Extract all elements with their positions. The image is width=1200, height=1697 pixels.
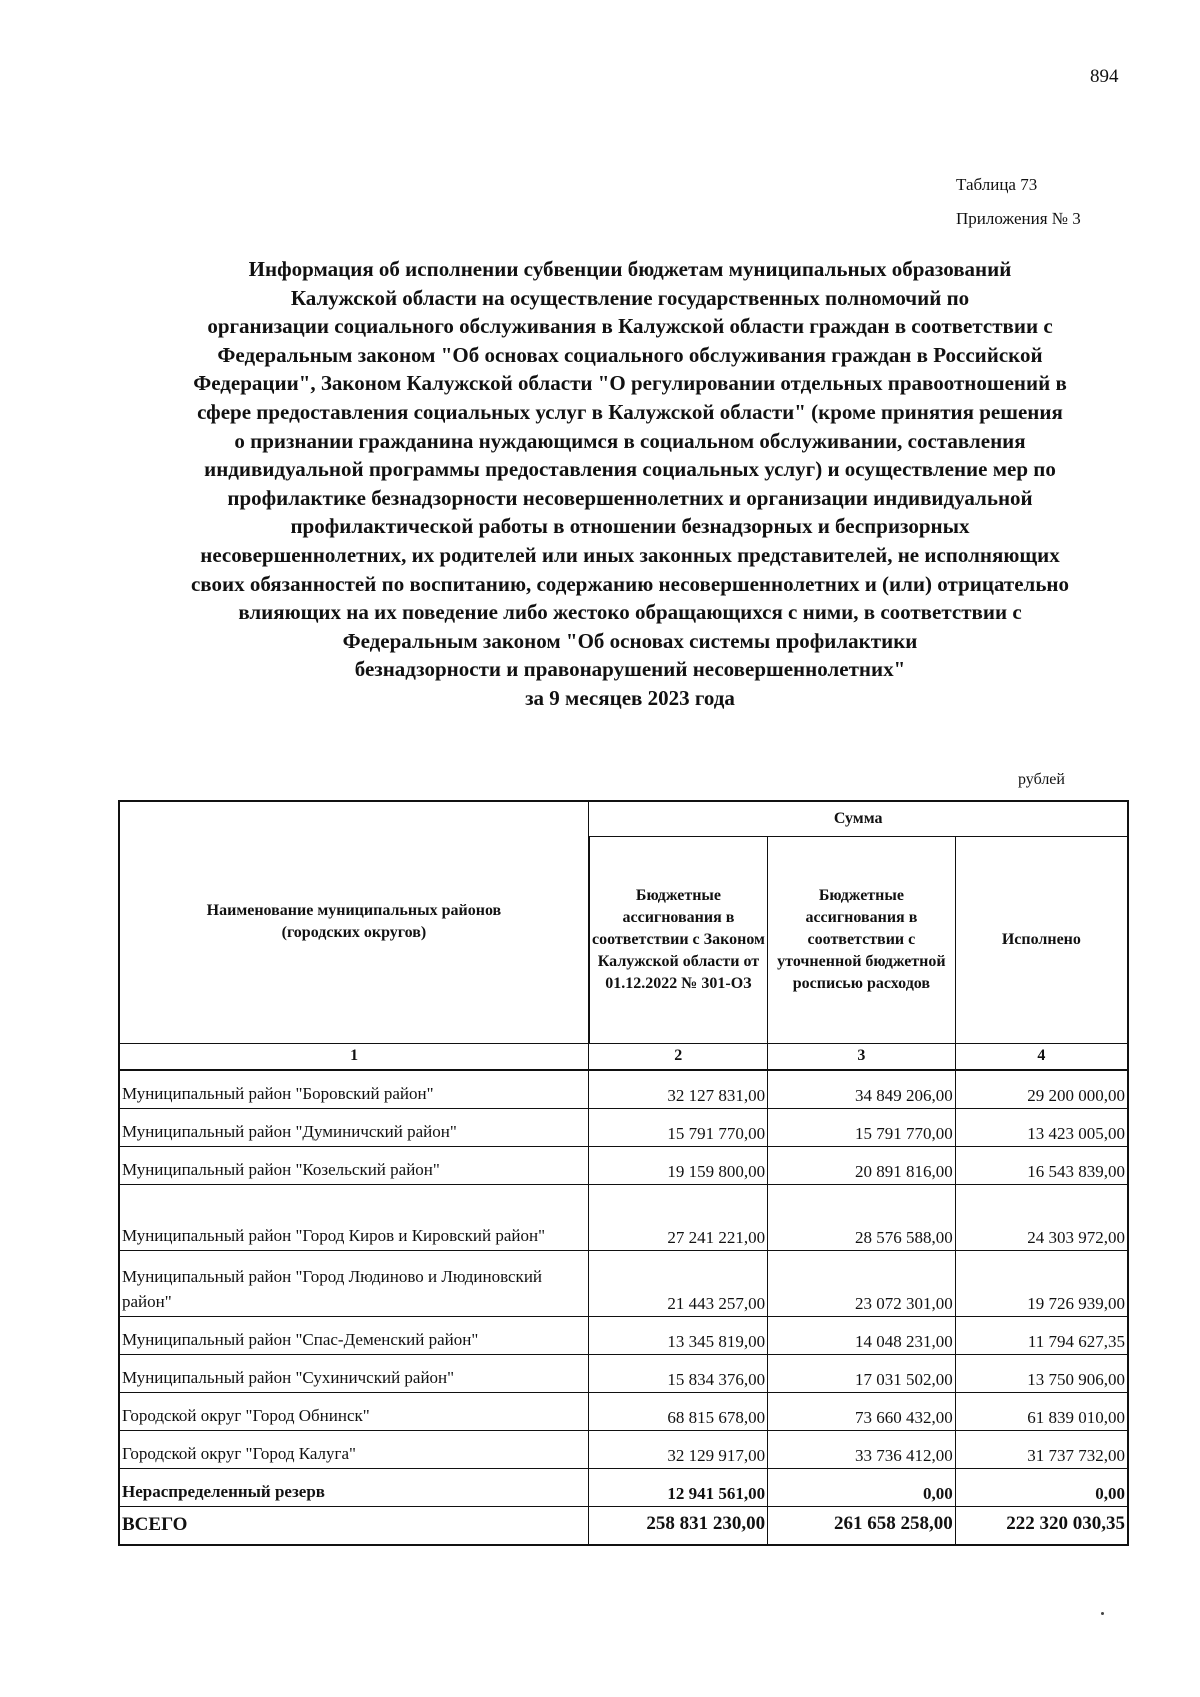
row-name: Городской округ "Город Обнинск" <box>119 1392 589 1430</box>
column-number: 1 <box>119 1043 589 1070</box>
header-sum: Сумма <box>589 801 1128 836</box>
row-executed: 19 726 939,00 <box>955 1250 1128 1316</box>
row-budget-law: 19 159 800,00 <box>589 1146 768 1184</box>
row-executed: 0,00 <box>955 1468 1128 1506</box>
row-name: Муниципальный район "Город Людиново и Людиновский район" <box>119 1250 589 1316</box>
title-line: безнадзорности и правонарушений несовершеннолетних" <box>354 657 906 682</box>
title-line: сфере предоставления социальных услуг в Калужской области" (кроме принятия решения <box>197 399 1063 424</box>
row-budget-law: 12 941 561,00 <box>589 1468 768 1506</box>
total-budget-law: 258 831 230,00 <box>589 1506 768 1545</box>
header-col3: Бюджетные ассигнования в соответствии с уточненной бюджетной росписью расходов <box>768 836 956 1043</box>
column-number: 4 <box>955 1043 1128 1070</box>
header-col4: Исполнено <box>955 836 1128 1043</box>
table-row-reserve <box>119 1468 1128 1506</box>
row-budget-revised: 34 849 206,00 <box>768 1070 956 1109</box>
table-row <box>119 1108 1128 1146</box>
total-budget-revised: 261 658 258,00 <box>768 1506 956 1545</box>
row-budget-law: 21 443 257,00 <box>589 1250 768 1316</box>
title-line: организации социального обслуживания в Калужской области граждан в соответствии с <box>207 314 1053 339</box>
row-name: Муниципальный район "Думиничский район" <box>119 1108 589 1146</box>
row-name: Муниципальный район "Сухиничский район" <box>119 1354 589 1392</box>
title-line: влияющих на их поведение либо жестоко обращающихся с ними, в соответствии с <box>238 600 1022 625</box>
column-number: 2 <box>589 1043 768 1070</box>
table-row <box>119 1430 1128 1468</box>
title-line: Федерации", Законом Калужской области "О регулировании отдельных правоотношений в <box>193 371 1067 396</box>
row-executed: 13 750 906,00 <box>955 1354 1128 1392</box>
row-budget-revised: 20 891 816,00 <box>768 1146 956 1184</box>
row-budget-law: 15 834 376,00 <box>589 1354 768 1392</box>
title-line: за 9 месяцев 2023 года <box>525 685 735 710</box>
table-row <box>119 1146 1128 1184</box>
row-budget-revised: 14 048 231,00 <box>768 1316 956 1354</box>
table-row <box>119 1184 1128 1250</box>
row-budget-revised: 0,00 <box>768 1468 956 1506</box>
row-name: Муниципальный район "Город Киров и Кировский район" <box>119 1184 589 1250</box>
row-executed: 31 737 732,00 <box>955 1430 1128 1468</box>
row-budget-law: 27 241 221,00 <box>589 1184 768 1250</box>
table-reference <box>956 168 1081 236</box>
title-line: профилактической работы в отношении безнадзорных и беспризорных <box>290 514 970 539</box>
budget-table <box>118 800 1129 1546</box>
row-name: Муниципальный район "Спас-Деменский район" <box>119 1316 589 1354</box>
title-line: Федеральным законом "Об основах системы профилактики <box>342 628 918 653</box>
row-executed: 24 303 972,00 <box>955 1184 1128 1250</box>
row-budget-law: 32 129 917,00 <box>589 1430 768 1468</box>
row-executed: 29 200 000,00 <box>955 1070 1128 1109</box>
row-budget-revised: 28 576 588,00 <box>768 1184 956 1250</box>
table-label: Таблица 73 <box>956 175 1038 194</box>
header-col2: Бюджетные ассигнования в соответствии с Законом Калужской области от 01.12.2022 № 301-ОЗ <box>589 836 768 1043</box>
title-line: индивидуальной программы предоставления социальных услуг) и осуществление мер по <box>204 457 1056 482</box>
page-number: 894 <box>1090 66 1119 87</box>
row-executed: 61 839 010,00 <box>955 1392 1128 1430</box>
title-line: Информация об исполнении субвенции бюджетам муниципальных образований <box>248 257 1012 281</box>
row-executed: 11 794 627,35 <box>955 1316 1128 1354</box>
document-title <box>110 255 1150 713</box>
title-line: профилактике безнадзорности несовершеннолетних и организации индивидуальной <box>227 485 1033 510</box>
table-row <box>119 1250 1128 1316</box>
scan-dot <box>1101 1612 1104 1615</box>
appendix-label: Приложения № 3 <box>956 209 1081 228</box>
table-row <box>119 1070 1128 1109</box>
table-row-total <box>119 1506 1128 1545</box>
row-budget-revised: 23 072 301,00 <box>768 1250 956 1316</box>
row-budget-revised: 17 031 502,00 <box>768 1354 956 1392</box>
row-executed: 13 423 005,00 <box>955 1108 1128 1146</box>
total-label: ВСЕГО <box>119 1506 589 1545</box>
units-label: рублей <box>1018 771 1065 788</box>
title-line: несовершеннолетних, их родителей или иных законных представителей, не исполняющих <box>200 542 1060 567</box>
row-budget-revised: 73 660 432,00 <box>768 1392 956 1430</box>
row-budget-law: 32 127 831,00 <box>589 1070 768 1109</box>
column-number: 3 <box>768 1043 956 1070</box>
row-name: Муниципальный район "Козельский район" <box>119 1146 589 1184</box>
row-name: Городской округ "Город Калуга" <box>119 1430 589 1468</box>
total-executed: 222 320 030,35 <box>955 1506 1128 1545</box>
row-name: Нераспределенный резерв <box>119 1468 589 1506</box>
row-budget-law: 68 815 678,00 <box>589 1392 768 1430</box>
title-line: своих обязанностей по воспитанию, содержанию несовершеннолетних и (или) отрицательно <box>190 571 1070 596</box>
row-budget-revised: 15 791 770,00 <box>768 1108 956 1146</box>
row-budget-law: 13 345 819,00 <box>589 1316 768 1354</box>
row-executed: 16 543 839,00 <box>955 1146 1128 1184</box>
table-row <box>119 1392 1128 1430</box>
table-row <box>119 1354 1128 1392</box>
title-line: Федеральным законом "Об основах социального обслуживания граждан в Российской <box>217 342 1043 367</box>
title-line: о признании гражданина нуждающимся в социальном обслуживании, составления <box>234 428 1026 453</box>
table-row <box>119 1316 1128 1354</box>
title-line: Калужской области на осуществление государственных полномочий по <box>290 285 970 310</box>
row-budget-revised: 33 736 412,00 <box>768 1430 956 1468</box>
row-budget-law: 15 791 770,00 <box>589 1108 768 1146</box>
row-name: Муниципальный район "Боровский район" <box>119 1070 589 1109</box>
header-name: Наименование муниципальных районов (городских округов) <box>119 801 589 1043</box>
